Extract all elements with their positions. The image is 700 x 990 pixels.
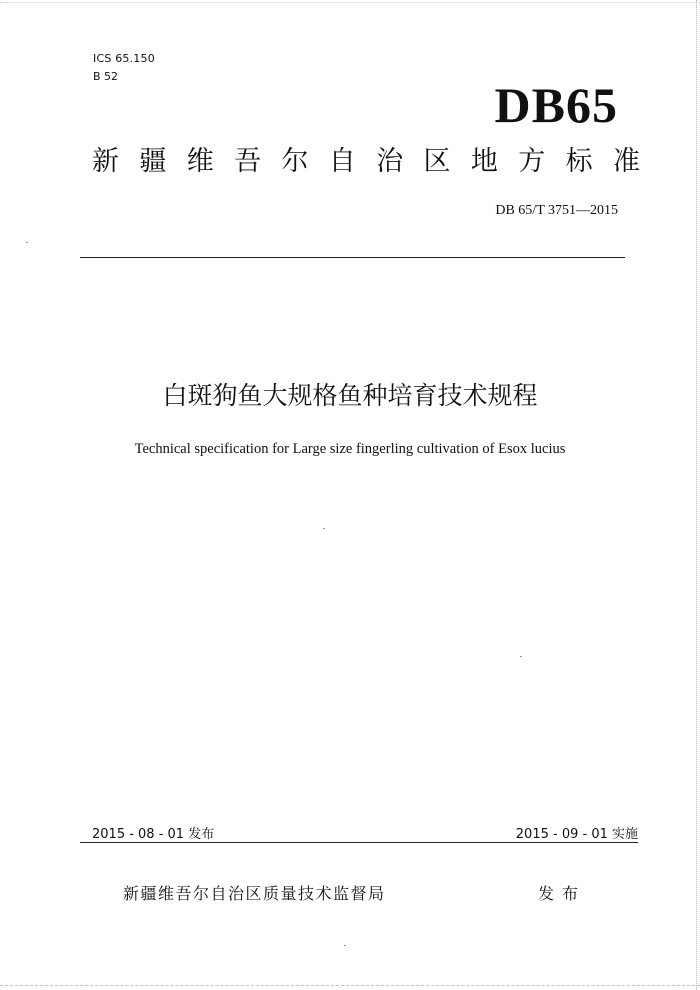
issue-label: 发布 (538, 884, 587, 903)
issue-date: 2015 - 08 - 01 发布 (92, 827, 215, 842)
header-divider (80, 257, 625, 258)
standard-type-heading (92, 146, 640, 178)
standard-type-char: 尔 (281, 146, 309, 177)
standard-logo: DB65 (494, 77, 618, 133)
document-title-english: Technical specification for Large size fingerling cultivation of Esox lucius (134, 441, 566, 457)
standard-type-char: 准 (612, 146, 640, 177)
standard-type-char: 地 (470, 146, 498, 177)
scan-speck (26, 242, 28, 243)
scan-speck (520, 656, 522, 657)
standard-type-char: 治 (376, 146, 404, 177)
standard-number: DB 65/T 3751—2015 (495, 203, 618, 218)
scan-speck (323, 528, 325, 529)
scan-speck (344, 945, 346, 946)
ics-code: ICS 65.150 (93, 52, 155, 65)
standard-type-char: 吾 (234, 146, 262, 177)
standard-type-char: 标 (565, 146, 593, 177)
standard-type-char: 疆 (139, 146, 167, 177)
footer-divider (80, 842, 638, 843)
standard-type-char: 新 (92, 146, 119, 177)
page-edge-top (0, 2, 700, 3)
standard-type-char: 自 (328, 146, 356, 177)
page-edge-right (696, 0, 697, 990)
standard-type-char: 方 (518, 146, 546, 177)
standard-type-char: 区 (423, 146, 451, 177)
document-title-chinese: 白斑狗鱼大规格鱼种培育技术规程 (162, 381, 538, 410)
standard-type-char: 维 (186, 146, 214, 177)
page-edge-bottom (0, 985, 700, 986)
issuing-authority: 新疆维吾尔自治区质量技术监督局 (123, 884, 386, 903)
implementation-date: 2015 - 09 - 01 实施 (515, 827, 638, 842)
ccs-code: B 52 (93, 70, 119, 83)
